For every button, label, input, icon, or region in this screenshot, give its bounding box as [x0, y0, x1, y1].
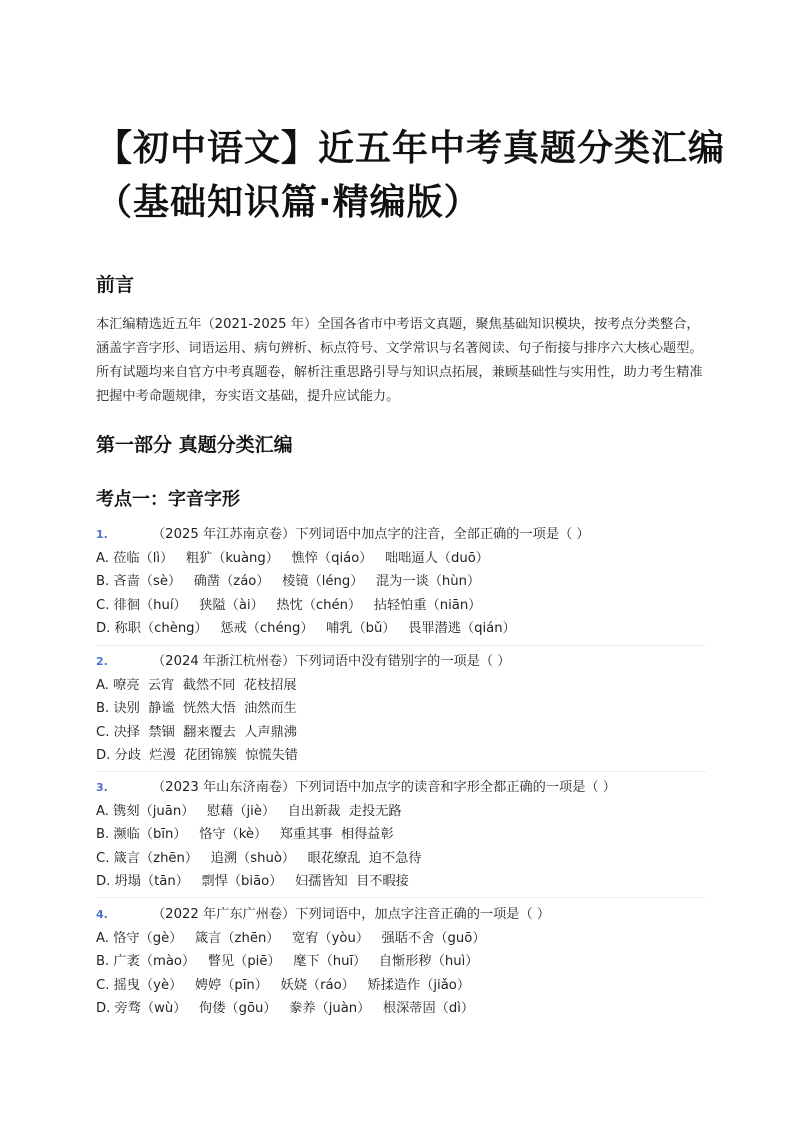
question-line — [96, 650, 716, 674]
answer-option: C. 箴言（zhēn） 追溯（shuò） 眼花缭乱 迫不急待 — [96, 850, 422, 866]
answer-option: D. 分歧 烂漫 花团锦簇 惊慌失错 — [96, 748, 298, 763]
question-text: （2022 年广东广州卷）下列词语中，加点字注音正确的一项是（ ） — [152, 907, 551, 922]
question-line — [96, 903, 716, 927]
document-title: 【初中语文】近五年中考真题分类汇编（基础知识篇·精编版） — [96, 128, 726, 223]
question-line — [96, 523, 716, 547]
question-divider — [96, 771, 706, 772]
answer-option: C. 徘徊（huí） 狭隘（ài） 热忱（chén） 拈轻怕重（niān） — [96, 597, 482, 613]
intro-paragraph: 本汇编精选近五年（2021-2025 年）全国各省市中考语文真题，聚焦基础知识模块，按考点分类整合，涵盖字音字形、词语运用、病句辨析、标点符号、文学常识与名著阅读、句子衔接与排序六大核心题型。所有试题均来自官方中考真题卷，解析注重思路引导与知识点拓展，兼顾基础性与实用性，助力考生精准把握中考命题规律，夯实语文基础，提升应试能力。 — [96, 317, 703, 404]
answer-option: A. 莅临（lì） 粗犷（kuàng） 憔悴（qiáo） 咄咄逼人（duō） — [96, 550, 489, 566]
answer-option: B. 濒临（bīn） 恪守（kè） 郑重其事 相得益彰 — [96, 827, 394, 842]
keypoint-heading: 考点一：字音字形 — [96, 489, 240, 510]
question-number: 4. — [96, 908, 108, 921]
answer-option: A. 镌刻（juān） 慰藉（jiè） 自出新裁 走投无路 — [96, 803, 402, 819]
question-text: （2025 年江苏南京卷）下列词语中加点字的注音，全部正确的一项是（ ） — [152, 527, 590, 542]
answer-option: B. 广袤（mào） 瞥见（piē） 麾下（huī） 自惭形秽（huì） — [96, 954, 479, 969]
question-line — [96, 776, 716, 800]
question-text: （2023 年山东济南卷）下列词语中加点字的读音和字形全都正确的一项是（ ） — [152, 780, 616, 795]
question-number: 3. — [96, 781, 108, 794]
answer-option: D. 旁骛（wù） 佝偻（gōu） 豢养（juàn） 根深蒂固（dì） — [96, 1001, 475, 1016]
question-block — [96, 523, 716, 641]
answer-option: B. 吝啬（sè） 确凿（záo） 棱镜（léng） 混为一谈（hùn） — [96, 574, 481, 589]
question-block — [96, 903, 716, 1021]
answer-option: C. 摇曳（yè） 娉婷（pīn） 妖娆（ráo） 矫揉造作（jiǎo） — [96, 977, 471, 993]
answer-option: B. 诀别 静谧 恍然大悟 油然而生 — [96, 701, 297, 716]
answer-option: D. 坍塌（tān） 剽悍（biāo） 妇孺皆知 目不暇接 — [96, 874, 409, 889]
question-text: （2024 年浙江杭州卷）下列词语中没有错别字的一项是（ ） — [152, 654, 511, 669]
question-divider — [96, 897, 706, 898]
answer-option: A. 恪守（gè） 箴言（zhēn） 宽宥（yòu） 强聒不舍（guō） — [96, 930, 486, 946]
preface-heading: 前言 — [96, 274, 135, 296]
part-heading: 第一部分 真题分类汇编 — [96, 434, 293, 456]
question-divider — [96, 645, 706, 646]
answer-option: D. 称职（chèng） 惩戒（chéng） 哺乳（bǔ） 畏罪潜逃（qián） — [96, 621, 516, 636]
answer-option: C. 决择 禁锢 翻来覆去 人声鼎沸 — [96, 724, 297, 740]
question-block — [96, 776, 716, 894]
answer-option: A. 嘹亮 云宵 截然不同 花枝招展 — [96, 677, 297, 693]
question-number: 1. — [96, 528, 108, 541]
question-number: 2. — [96, 655, 108, 668]
question-block — [96, 650, 716, 768]
